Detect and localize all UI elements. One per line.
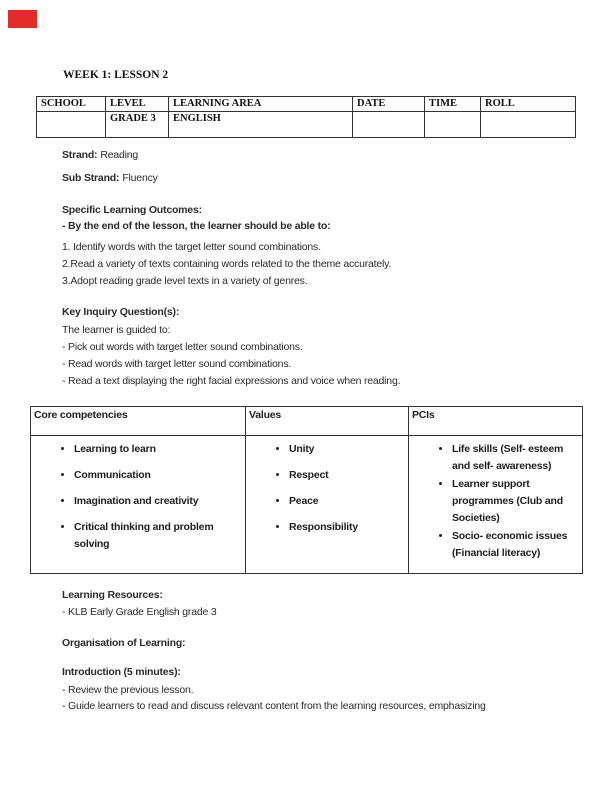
info-cell-learning-area: ENGLISH [169,112,353,138]
info-header-learning-area: LEARNING AREA [169,97,353,112]
pcis-list [412,441,579,562]
info-cell-roll [481,112,576,138]
learning-resources-title: Learning Resources: [62,589,163,601]
info-header-level: LEVEL [106,97,169,112]
info-header-roll: ROLL [481,97,576,112]
introduction-item-1: - Review the previous lesson. [62,684,194,696]
values-list [249,441,405,536]
sub-strand-line [62,172,158,184]
info-cell-time [425,112,481,138]
core-competencies-list [34,441,242,553]
page-title: WEEK 1: LESSON 2 [63,69,169,81]
matrix-header-core-competencies: Core competencies [31,407,246,436]
matrix-cell-core-competencies [31,436,246,574]
list-item: • Respect [289,467,405,484]
lesson-info-table [36,96,576,138]
strand-value: Reading [100,149,139,161]
info-cell-level: GRADE 3 [106,112,169,138]
matrix-header-values: Values [246,407,409,436]
info-header-school: SCHOOL [37,97,106,112]
outcome-item-2: 2.Read a variety of texts containing words related to the theme accurately. [62,258,392,270]
sub-strand-value: Fluency [122,172,158,184]
info-header-time: TIME [425,97,481,112]
matrix-cell-pcis [409,436,583,574]
red-logo-mark [8,10,37,28]
key-inquiry-title: Key Inquiry Question(s): [62,306,180,318]
key-inquiry-intro: The learner is guided to: [62,324,171,336]
matrix-cell-values [246,436,409,574]
outcome-item-1: 1. Identify words with the target letter sound combinations. [62,241,321,253]
list-item: • Life skills (Self- esteem and self- awareness) [452,441,579,475]
list-item: • Unity [289,441,405,458]
info-cell-date [353,112,425,138]
list-item: • Learning to learn [74,441,242,458]
strand-line [62,149,138,161]
info-cell-school [37,112,106,138]
sub-strand-label: Sub Strand: [62,172,120,184]
strand-label: Strand: [62,149,98,161]
introduction-item-2: - Guide learners to read and discuss relevant content from the learning resources, emphasizing [62,700,486,712]
learning-resources-item: - KLB Early Grade English grade 3 [62,606,217,618]
competency-matrix-table [30,406,583,574]
list-item: • Responsibility [289,519,405,536]
outcome-item-3: 3.Adopt reading grade level texts in a variety of genres. [62,275,308,287]
key-inquiry-item-3: - Read a text displaying the right facial expressions and voice when reading. [62,375,401,387]
list-item: • Socio- economic issues (Financial literacy) [452,528,579,562]
list-item: • Imagination and creativity [74,493,242,510]
matrix-header-pcis: PCIs [409,407,583,436]
list-item: • Critical thinking and problem solving [74,519,242,553]
list-item: • Learner support programmes (Club and Societies) [452,476,579,527]
info-header-date: DATE [353,97,425,112]
list-item: • Communication [74,467,242,484]
key-inquiry-item-1: - Pick out words with target letter sound combinations. [62,341,303,353]
organisation-title: Organisation of Learning: [62,637,186,649]
outcomes-subtitle: - By the end of the lesson, the learner should be able to: [62,220,331,232]
list-item: • Peace [289,493,405,510]
key-inquiry-item-2: - Read words with target letter sound combinations. [62,358,292,370]
outcomes-title: Specific Learning Outcomes: [62,204,202,216]
introduction-title: Introduction (5 minutes): [62,666,181,678]
